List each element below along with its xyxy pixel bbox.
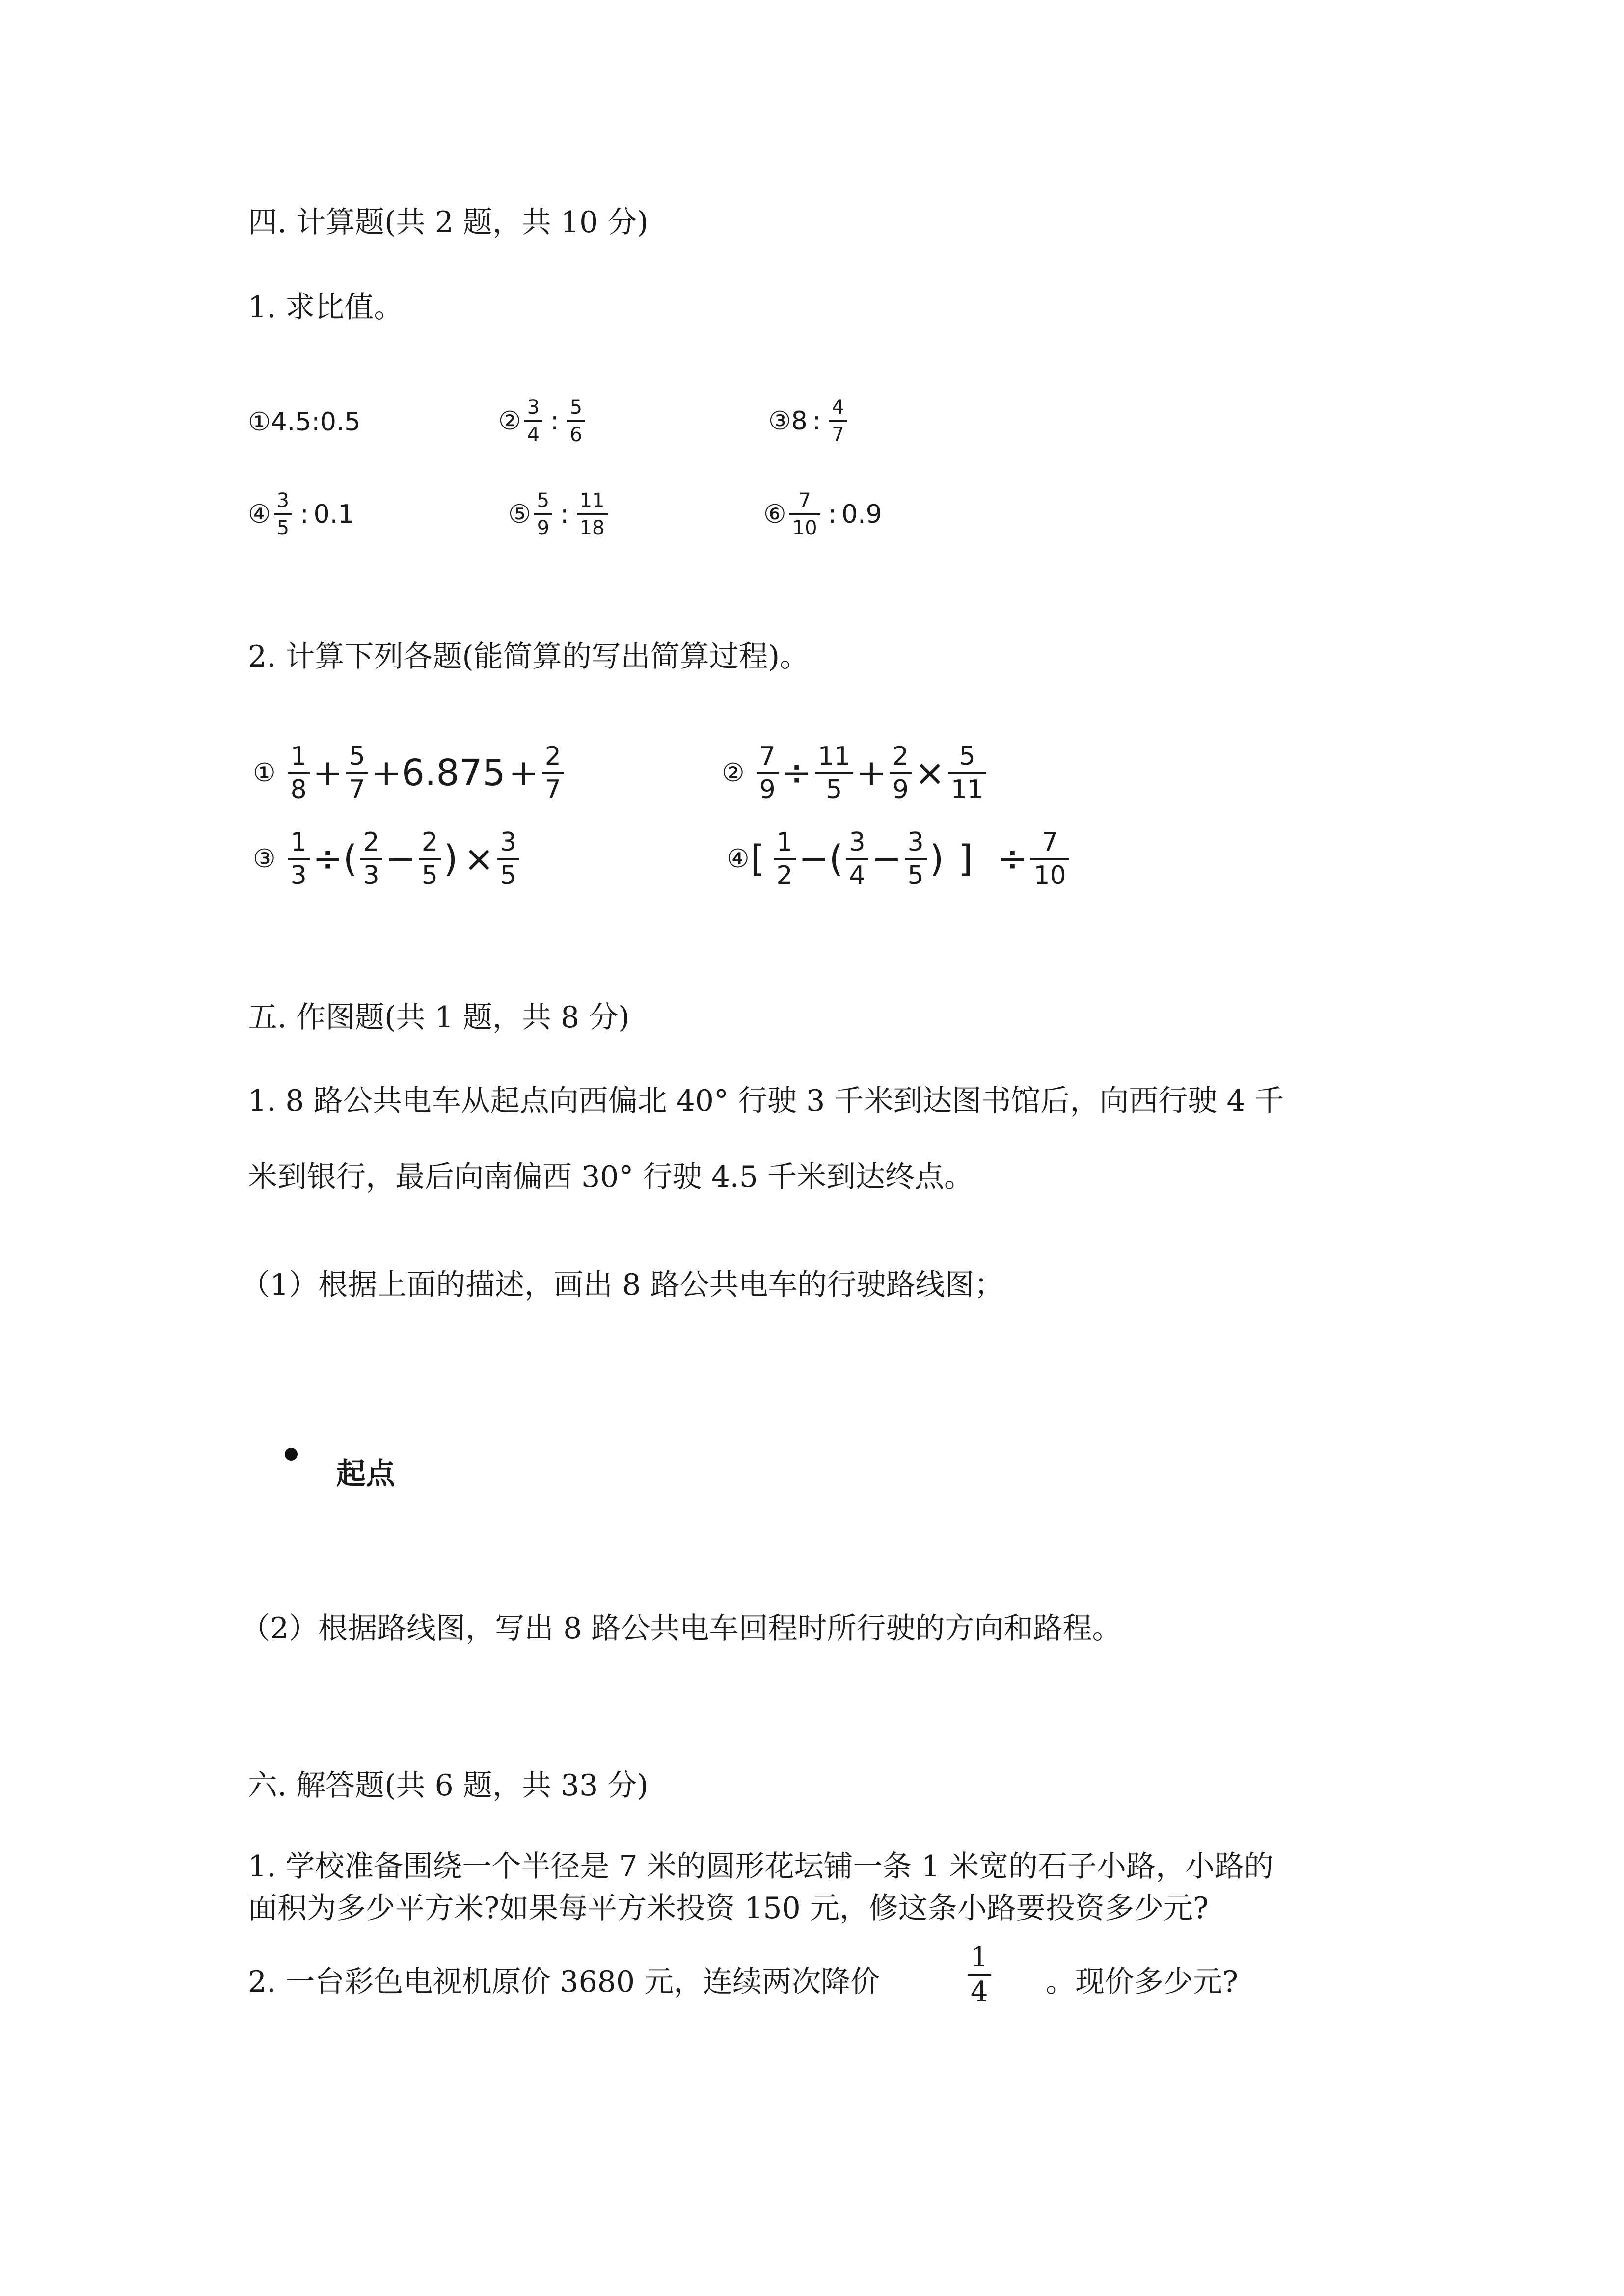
numerator: 7 [759, 742, 776, 771]
item-mark: ④ [248, 500, 271, 529]
fraction [567, 398, 585, 445]
item-mark: ⑤ [508, 500, 531, 529]
question-6-1-line-1: 1. 学校准备围绕一个半径是 7 米的圆形花坛铺一条 1 米宽的石子小路，小路的 [248, 1849, 1273, 1884]
ratio-sep: : [550, 406, 559, 436]
item-mark: ③ [768, 406, 791, 436]
expression-2 [722, 744, 989, 802]
ratio-b: 0.9 [841, 500, 882, 529]
denominator: 11 [951, 775, 984, 804]
denominator: 3 [290, 861, 307, 890]
denominator: 5 [826, 775, 842, 804]
fraction [829, 398, 847, 445]
denominator: 9 [892, 775, 909, 804]
fraction [789, 491, 820, 538]
fraction [846, 829, 868, 888]
question-6-2-ending: 。现价多少元? [1046, 1965, 1239, 1999]
numerator: 2 [421, 828, 438, 857]
numerator: 1 [290, 742, 307, 771]
start-point-label: 起点 [336, 1457, 395, 1491]
ratio-item-2 [498, 398, 588, 445]
fraction [905, 829, 927, 888]
fraction [815, 744, 853, 802]
expression-4 [727, 829, 1072, 888]
section-6-heading: 六. 解答题(共 6 题，共 33 分) [248, 1768, 649, 1803]
expression-3 [253, 829, 522, 888]
denominator: 10 [1033, 861, 1066, 890]
question-5-1-part-2: （2）根据路线图，写出 8 路公共电车回程时所行驶的方向和路程。 [241, 1611, 1122, 1646]
ratio-sep: : [560, 500, 569, 529]
operator: ) [443, 838, 458, 880]
numerator: 11 [817, 742, 850, 771]
numerator: 5 [349, 742, 365, 771]
start-point-dot [285, 1448, 298, 1461]
number: 6.875 [401, 752, 506, 794]
fraction [774, 829, 796, 888]
denominator: 7 [349, 775, 365, 804]
fraction [890, 744, 912, 802]
denominator: 9 [537, 517, 550, 539]
ratio-sep: : [300, 500, 309, 529]
numerator: 1 [290, 828, 307, 857]
operator: ÷ [781, 752, 812, 794]
numerator: 3 [907, 828, 924, 857]
item-mark: ② [498, 406, 521, 436]
numerator: 1 [776, 828, 793, 857]
numerator: 5 [537, 489, 550, 512]
question-5-1-line-1: 1. 8 路公共电车从起点向西偏北 40° 行驶 3 千米到达图书馆后，向西行驶 4 千 [248, 1084, 1284, 1118]
question-5-1-line-2: 米到银行，最后向南偏西 30° 行驶 4.5 千米到达终点。 [248, 1160, 974, 1194]
operator: × [915, 752, 946, 794]
denominator: 5 [276, 517, 290, 539]
item-mark: ③ [253, 844, 276, 874]
question-5-1-part-1: （1）根据上面的描述，画出 8 路公共电车的行驶路线图； [241, 1268, 1004, 1302]
denominator: 8 [290, 775, 307, 804]
fraction [360, 829, 382, 888]
numerator: 4 [832, 396, 844, 419]
numerator: 3 [849, 828, 866, 857]
fraction [1030, 829, 1069, 888]
numerator: 5 [569, 396, 583, 419]
fraction [577, 491, 608, 538]
ratio-item-1 [248, 407, 361, 437]
numerator: 1 [971, 1941, 988, 1973]
numerator: 2 [544, 742, 561, 771]
operator: + [508, 752, 539, 794]
denominator: 6 [569, 424, 583, 446]
ratio-item-4 [248, 491, 354, 538]
ratio-item-5 [508, 491, 611, 538]
question-6-2-fraction [965, 1941, 994, 2008]
ratio-item-6 [763, 491, 882, 538]
fraction [757, 744, 779, 802]
denominator: 2 [776, 861, 793, 890]
fraction [419, 829, 441, 888]
denominator: 4 [971, 1976, 988, 2008]
bracket-close: ] [958, 838, 973, 880]
fraction [497, 829, 519, 888]
question-4-2-prompt: 2. 计算下列各题(能简算的写出简算过程)。 [248, 640, 810, 674]
denominator: 4 [527, 424, 540, 446]
item-mark: ② [722, 758, 745, 788]
fraction [968, 1941, 991, 2008]
numerator: 7 [798, 489, 811, 512]
numerator: 2 [363, 828, 379, 857]
fraction [288, 829, 310, 888]
operator: ) [929, 838, 944, 880]
ratio-b: 0.5 [320, 407, 361, 437]
ratio-sep: : [812, 406, 821, 436]
operator: + [856, 752, 887, 794]
fraction [274, 491, 292, 538]
numerator: 11 [579, 489, 605, 512]
operator: + [371, 752, 402, 794]
ratio-sep: : [311, 407, 320, 437]
denominator: 5 [500, 861, 516, 890]
fraction [542, 744, 564, 802]
denominator: 9 [759, 775, 776, 804]
item-mark: ① [248, 407, 271, 437]
denominator: 18 [579, 517, 605, 539]
denominator: 5 [907, 861, 924, 890]
denominator: 7 [832, 424, 844, 446]
ratio-sep: : [828, 500, 837, 529]
denominator: 7 [544, 775, 561, 804]
ratio-b: 0.1 [313, 500, 354, 529]
fraction [524, 398, 542, 445]
fraction [346, 744, 368, 802]
ratio-item-3 [768, 398, 850, 445]
fraction [288, 744, 310, 802]
section-4-heading: 四. 计算题(共 2 题，共 10 分) [248, 205, 649, 240]
item-mark: ④ [727, 844, 750, 874]
fraction [948, 744, 986, 802]
operator: ÷( [312, 838, 357, 880]
section-5-heading: 五. 作图题(共 1 题，共 8 分) [248, 1000, 630, 1035]
operator: − [385, 838, 416, 880]
numerator: 7 [1041, 828, 1058, 857]
numerator: 2 [892, 742, 909, 771]
fraction [534, 491, 552, 538]
operator: ÷ [997, 838, 1028, 880]
bracket-open: [ [750, 838, 765, 880]
ratio-a: 8 [791, 406, 808, 436]
denominator: 5 [421, 861, 438, 890]
denominator: 3 [363, 861, 379, 890]
expression-1 [253, 744, 567, 802]
denominator: 10 [792, 517, 817, 539]
numerator: 3 [500, 828, 516, 857]
denominator: 4 [849, 861, 866, 890]
question-6-2-text: 2. 一台彩色电视机原价 3680 元，连续两次降价 [248, 1965, 880, 1999]
operator: × [463, 838, 494, 880]
item-mark: ① [253, 758, 276, 788]
question-6-1-line-2: 面积为多少平方米?如果每平方米投资 150 元，修这条小路要投资多少元? [248, 1891, 1209, 1925]
operator: − [871, 838, 902, 880]
numerator: 3 [276, 489, 290, 512]
question-4-1-prompt: 1. 求比值。 [248, 290, 404, 324]
numerator: 3 [527, 396, 540, 419]
operator: + [312, 752, 343, 794]
numerator: 5 [959, 742, 975, 771]
item-mark: ⑥ [763, 500, 786, 529]
ratio-a: 4.5 [271, 407, 312, 437]
operator: −( [798, 838, 843, 880]
